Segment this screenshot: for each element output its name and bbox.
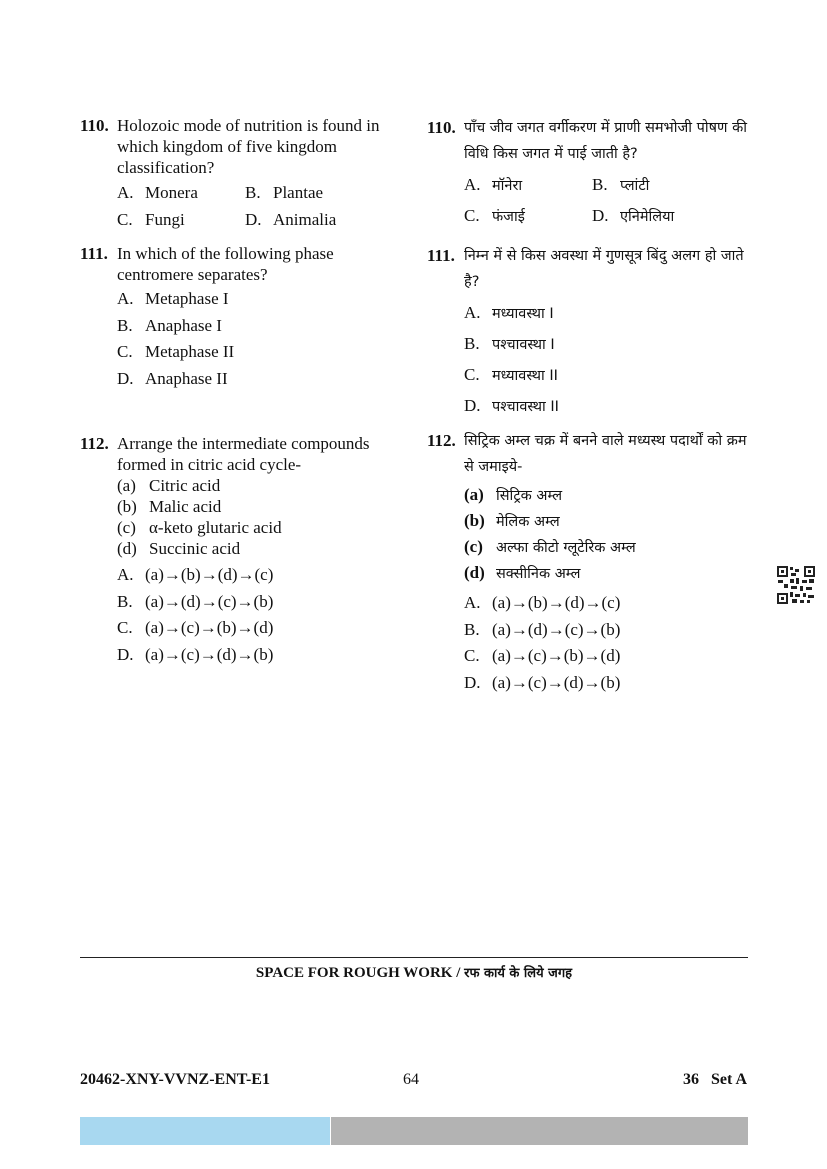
option-d[interactable]: D. Animalia [245,209,337,229]
match-items [464,482,757,586]
question-110-en [80,115,410,233]
options [464,297,757,421]
options [117,562,410,668]
option-b[interactable]: B. Anaphase I [117,315,222,335]
item-b: (b) मेलिक अम्ल [464,511,560,530]
option-d[interactable]: D. Anaphase II [117,368,228,388]
paper-code: 20462-XNY-VVNZ-ENT-E1 [80,1071,270,1088]
question-110-hi [427,115,757,231]
option-c[interactable]: C. (a)→(c)→(b)→(d) [117,618,274,638]
item-b: (b) Malic acid [117,496,222,516]
item-d: (d) सक्सीनिक अम्ल [464,563,581,582]
option-d[interactable]: D. एनिमेलिया [592,205,675,225]
option-c[interactable]: C. मध्यावस्था II [464,364,558,384]
option-b[interactable]: B. प्लांटी [592,174,650,194]
question-text: निम्न में से किस अवस्था में गुणसूत्र बिंदु अलग हो जाते है? [464,248,744,290]
options [464,169,757,231]
question-text: In which of the following phase centromere separates? [117,244,334,284]
question-text: सिट्रिक अम्ल चक्र में बनने वाले मध्यस्थ पदार्थों को क्रम से जमाइये- [464,433,747,475]
question-number: 110. [80,116,109,135]
question-111-hi [427,243,757,421]
options [117,180,410,233]
option-d[interactable]: D. (a)→(c)→(d)→(b) [464,672,621,692]
question-number: 111. [80,244,108,263]
option-b[interactable]: B. Plantae [245,183,324,203]
item-d: (d) Succinic acid [117,538,241,558]
rough-work-label: SPACE FOR ROUGH WORK / रफ कार्य के लिये जगह [255,965,573,981]
question-112-en [80,433,410,668]
set-label: 36 Set A [683,1071,747,1088]
footer-bar-gray [331,1117,748,1145]
option-a[interactable]: A. मॉनेरा [464,174,523,194]
question-112-hi [427,428,757,696]
question-number: 112. [80,434,109,453]
option-b[interactable]: B. पश्चावस्था I [464,333,555,353]
option-b[interactable]: B. (a)→(d)→(c)→(b) [464,619,621,639]
rough-work-divider [80,957,748,958]
option-d[interactable]: D. (a)→(c)→(d)→(b) [117,644,274,664]
qr-code-icon [776,565,816,605]
item-c: (c) अल्फा कीटो ग्लूटेरिक अम्ल [464,537,636,556]
question-number: 110. [427,118,456,137]
option-c[interactable]: C. (a)→(c)→(b)→(d) [464,646,621,666]
item-c: (c) α-keto glutaric acid [117,517,282,537]
option-a[interactable]: A. Monera [117,183,198,203]
option-d[interactable]: D. पश्चावस्था II [464,395,559,415]
option-b[interactable]: B. (a)→(d)→(c)→(b) [117,591,274,611]
question-number: 111. [427,246,455,265]
question-text: Holozoic mode of nutrition is found in which kingdom of five kingdom classification? [117,116,380,177]
option-a[interactable]: A. (a)→(b)→(d)→(c) [117,565,274,585]
question-text: पाँच जीव जगत वर्गीकरण में प्राणी समभोजी पोषण की विधि किस जगत में पाई जाती है? [464,120,747,162]
footer-bar-blue [80,1117,330,1145]
options [464,590,757,696]
item-a: (a) Citric acid [117,475,221,495]
question-number: 112. [427,431,456,450]
match-items [117,475,410,559]
option-a[interactable]: A. (a)→(b)→(d)→(c) [464,593,621,613]
item-a: (a) सिट्रिक अम्ल [464,485,563,504]
question-111-en [80,243,410,392]
option-c[interactable]: C. Metaphase II [117,342,235,362]
question-text: Arrange the intermediate compounds formed in citric acid cycle- [117,434,370,474]
option-a[interactable]: A. मध्यावस्था I [464,302,554,322]
options [117,286,410,392]
page-number: 64 [403,1071,419,1088]
option-a[interactable]: A. Metaphase I [117,289,229,309]
option-c[interactable]: C. फंजाई [464,205,525,225]
option-c[interactable]: C. Fungi [117,209,185,229]
